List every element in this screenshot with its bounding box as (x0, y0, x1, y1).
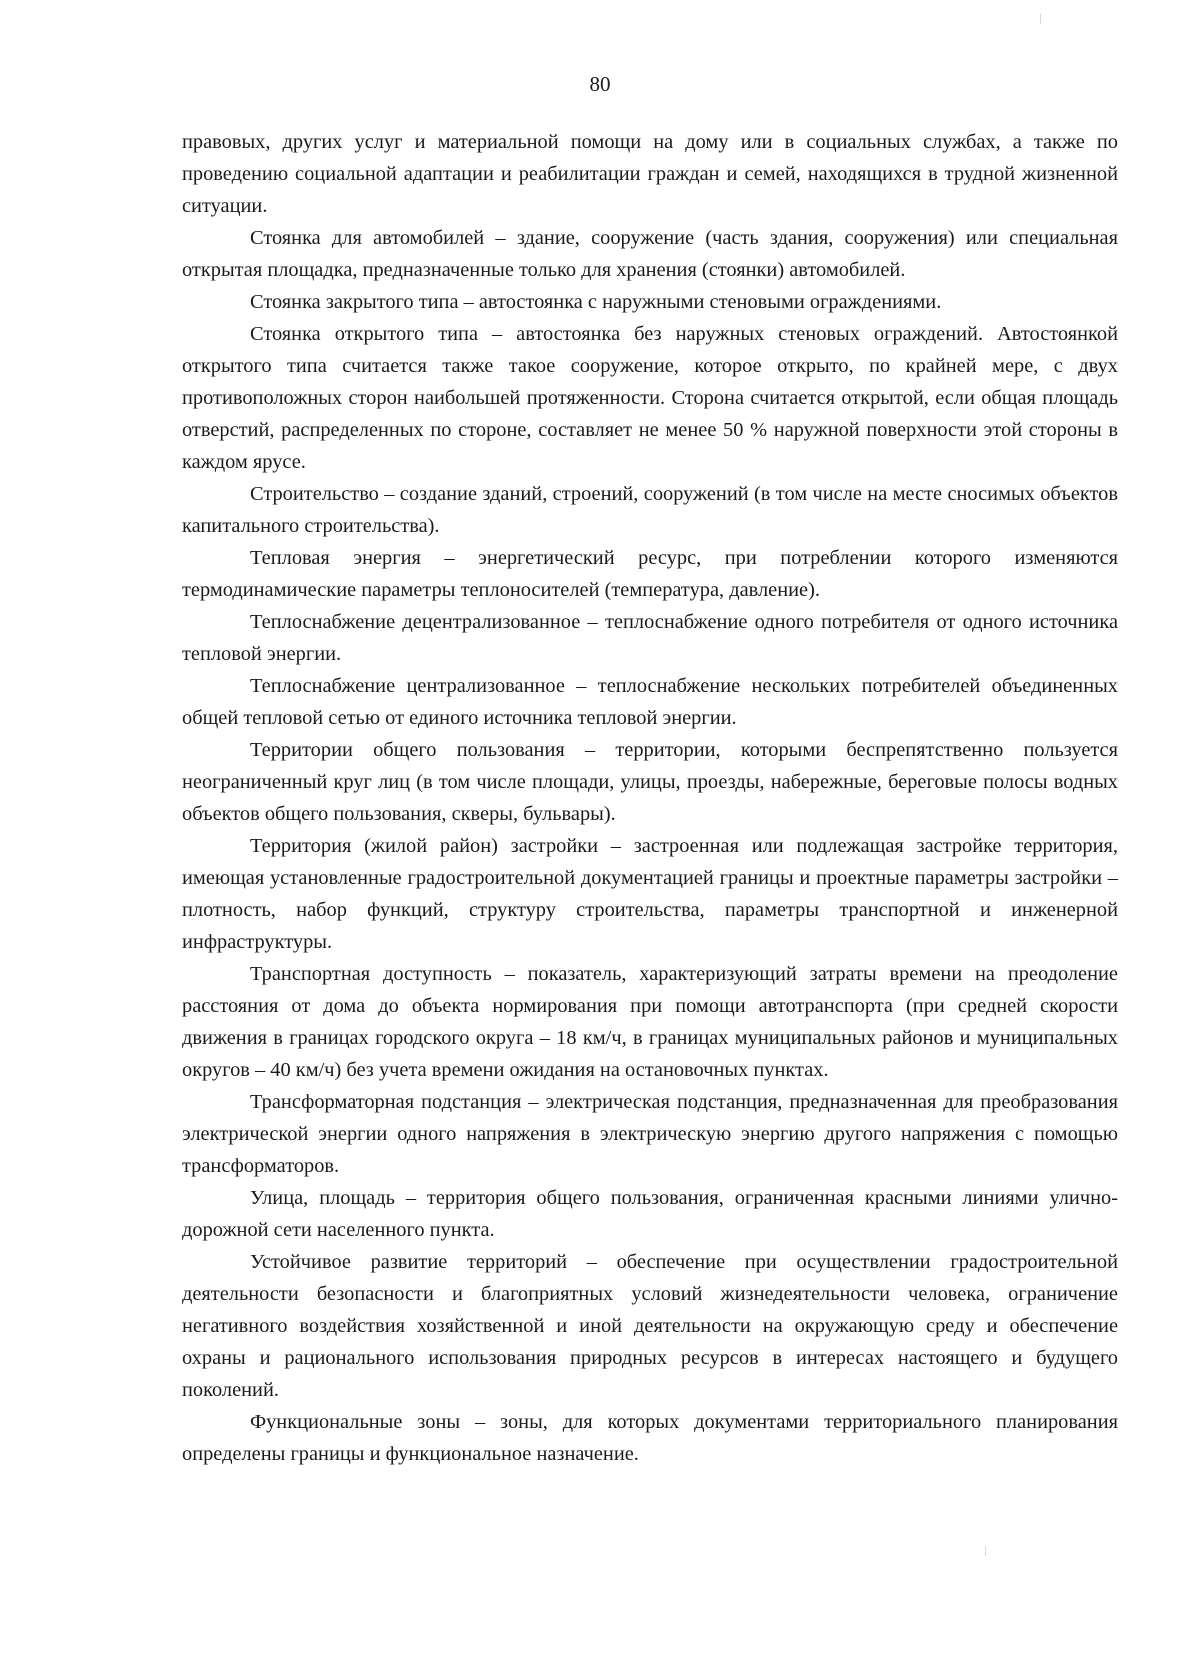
page-number: 80 (589, 72, 611, 96)
paragraph-transformer-substation: Трансформаторная подстанция – электрическая подстанция, предназначенная для преобразования электрической энергии одного напряжения в электрическую энергию другого напряжения с помощью трансформаторов. (182, 1091, 1118, 1177)
scan-mark (1040, 14, 1041, 24)
paragraph-centralized-heating: Теплоснабжение централизованное – теплоснабжение нескольких потребителей объединенных общей тепловой сетью от единого источника тепловой энергии. (182, 675, 1118, 729)
paragraph-car-parking: Стоянка для автомобилей – здание, сооружение (часть здания, сооружения) или специальная открытая площадка, предназначенные только для хранения (стоянки) автомобилей. (182, 227, 1118, 281)
paragraph-decentralized-heating: Теплоснабжение децентрализованное – теплоснабжение одного потребителя от одного источника тепловой энергии. (182, 611, 1118, 665)
paragraph-functional-zones: Функциональные зоны – зоны, для которых документами территориального планирования определены границы и функциональное назначение. (182, 1411, 1118, 1465)
paragraph-construction: Строительство – создание зданий, строений, сооружений (в том числе на месте сносимых объектов капитального строительства). (182, 483, 1118, 537)
paragraph-transport-accessibility: Транспортная доступность – показатель, характеризующий затраты времени на преодоление расстояния от дома до объекта нормирования при помощи автотранспорта (при средней скорости движения в границах городского округа – 18 км/ч, в границах муниципальных районов и муниципальных округов – 40 км/ч) без учета времени ожидания на остановочных пунктах. (182, 963, 1118, 1081)
document-body (182, 126, 1118, 1470)
paragraph-thermal-energy: Тепловая энергия – энергетический ресурс, при потреблении которого изменяются термодинамические параметры теплоносителей (температура, давление). (182, 547, 1118, 601)
paragraph-social-services-continued: правовых, других услуг и материальной помощи на дому или в социальных службах, а также по проведению социальной адаптации и реабилитации граждан и семей, находящихся в трудной жизненной ситуации. (182, 131, 1118, 217)
scan-mark (985, 1546, 986, 1556)
paragraph-street-square: Улица, площадь – территория общего пользования, ограниченная красными линиями улично-дорожной сети населенного пункта. (182, 1187, 1118, 1241)
paragraph-open-parking: Стоянка открытого типа – автостоянка без наружных стеновых ограждений. Автостоянкой открытого типа считается также такое сооружение, которое открыто, по крайней мере, с двух противоположных сторон наибольшей протяженности. Сторона считается открытой, если общая площадь отверстий, распределенных по стороне, составляет не менее 50 % наружной поверхности этой стороны в каждом ярусе. (182, 323, 1118, 473)
paragraph-sustainable-development: Устойчивое развитие территорий – обеспечение при осуществлении градостроительной деятельности безопасности и благоприятных условий жизнедеятельности человека, ограничение негативного воздействия хозяйственной и иной деятельности на окружающую среду и обеспечение охраны и рационального использования природных ресурсов в интересах настоящего и будущего поколений. (182, 1251, 1118, 1401)
paragraph-development-territory: Территория (жилой район) застройки – застроенная или подлежащая застройке территория, имеющая установленные градостроительной документацией границы и проектные параметры застройки – плотность, набор функций, структуру строительства, параметры транспортной и инженерной инфраструктуры. (182, 835, 1118, 953)
paragraph-closed-parking: Стоянка закрытого типа – автостоянка с наружными стеновыми ограждениями. (250, 291, 942, 313)
paragraph-public-territories: Территории общего пользования – территории, которыми беспрепятственно пользуется неограниченный круг лиц (в том числе площади, улицы, проезды, набережные, береговые полосы водных объектов общего пользования, скверы, бульвары). (182, 739, 1118, 825)
